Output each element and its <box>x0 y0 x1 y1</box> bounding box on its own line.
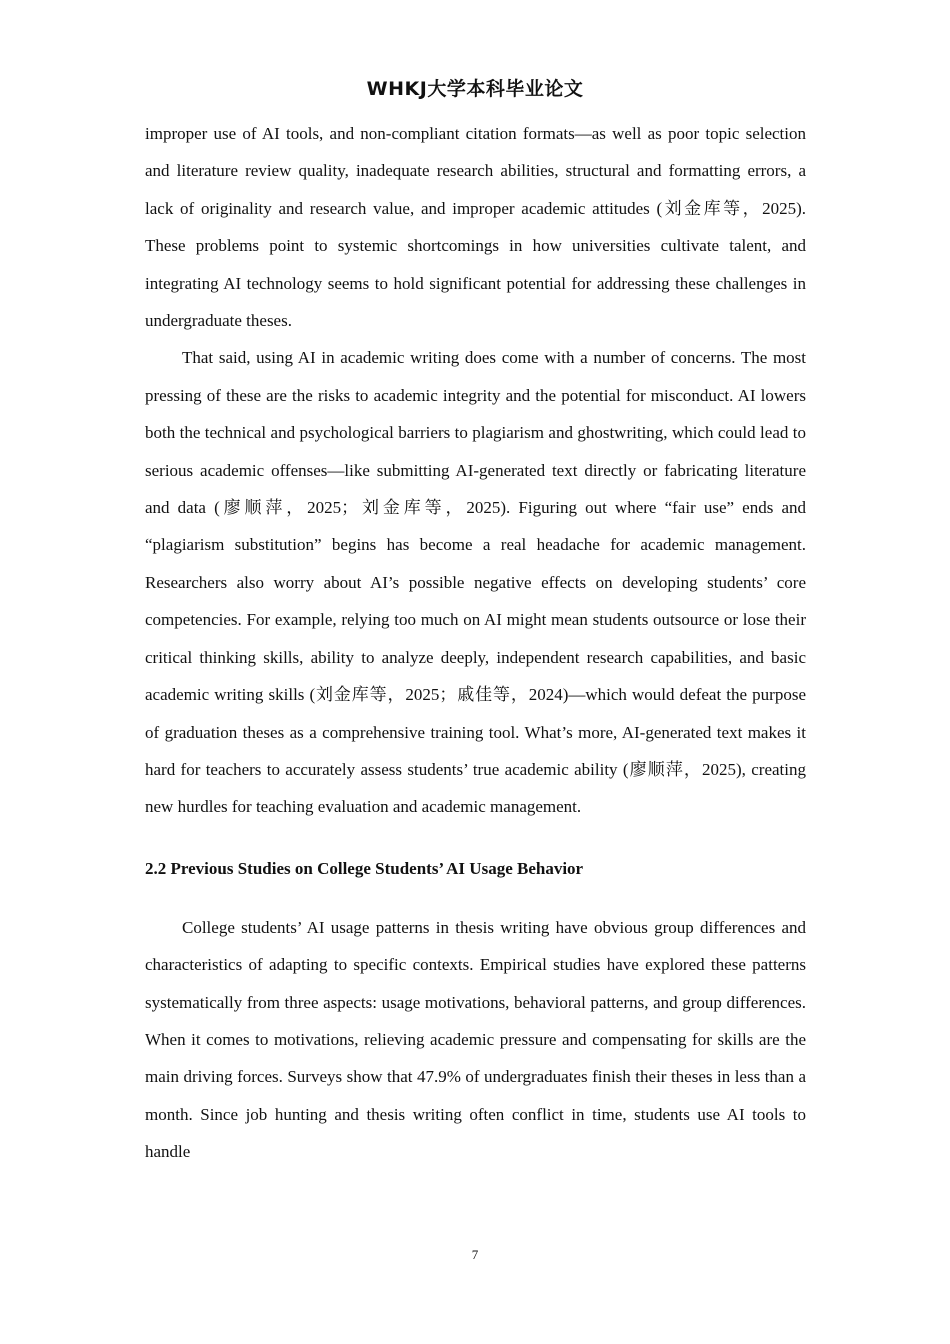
body-paragraph: College students’ AI usage patterns in thesis writing have obvious group differences and characteristics of adapting to specific contexts. Empirical studies have explored these patterns systematically from three aspects: usage motivations, behavioral patterns, and group differences. When it comes to motivations, relieving academic pressure and compensating for skills are the main driving forces. Surveys show that 47.9% of undergraduates finish their theses in less than a month. Since job hunting and thesis writing often conflict in time, students use AI tools to handle <box>145 917 806 1162</box>
body-paragraph: That said, using AI in academic writing does come with a number of concerns. The most pressing of these are the risks to academic integrity and the potential for misconduct. AI lowers both the technical and psychological barriers to plagiarism and ghostwriting, which could lead to serious academic offenses—like submitting AI-generated text directly or fabricating literature and data (廖顺萍，2025；刘金库等，2025). Figuring out where “fair use” ends and “plagiarism substitution” begins has become a real headache for academic management. Researchers also worry about AI’s possible negative effects on developing students’ core competencies. For example, relying too much on AI might mean students outsource or lose their critical thinking skills, ability to analyze deeply, independent research capabilities, and basic academic writing skills (刘金库等，2025；戚佳等，2024)—which would defeat the purpose of graduation theses as a comprehensive training tool. What’s more, AI-generated text makes it hard for teachers to accurately assess students’ true academic ability (廖顺萍，2025), creating new hurdles for teaching evaluation and academic management. <box>145 348 806 817</box>
document-body <box>145 115 806 1171</box>
body-paragraph: improper use of AI tools, and non-compliant citation formats—as well as poor topic selection and literature review quality, inadequate research abilities, structural and formatting errors, a lack of originality and research value, and improper academic attitudes (刘金库等，2025). These problems point to systemic shortcomings in how universities cultivate talent, and integrating AI technology seems to hold significant potential for addressing these challenges in undergraduate theses. <box>145 124 806 331</box>
page-number: 7 <box>471 1247 479 1262</box>
page-header-title: WHKJ大学本科毕业论文 <box>366 78 584 100</box>
section-heading: 2.2 Previous Studies on College Students’ AI Usage Behavior <box>145 858 584 878</box>
